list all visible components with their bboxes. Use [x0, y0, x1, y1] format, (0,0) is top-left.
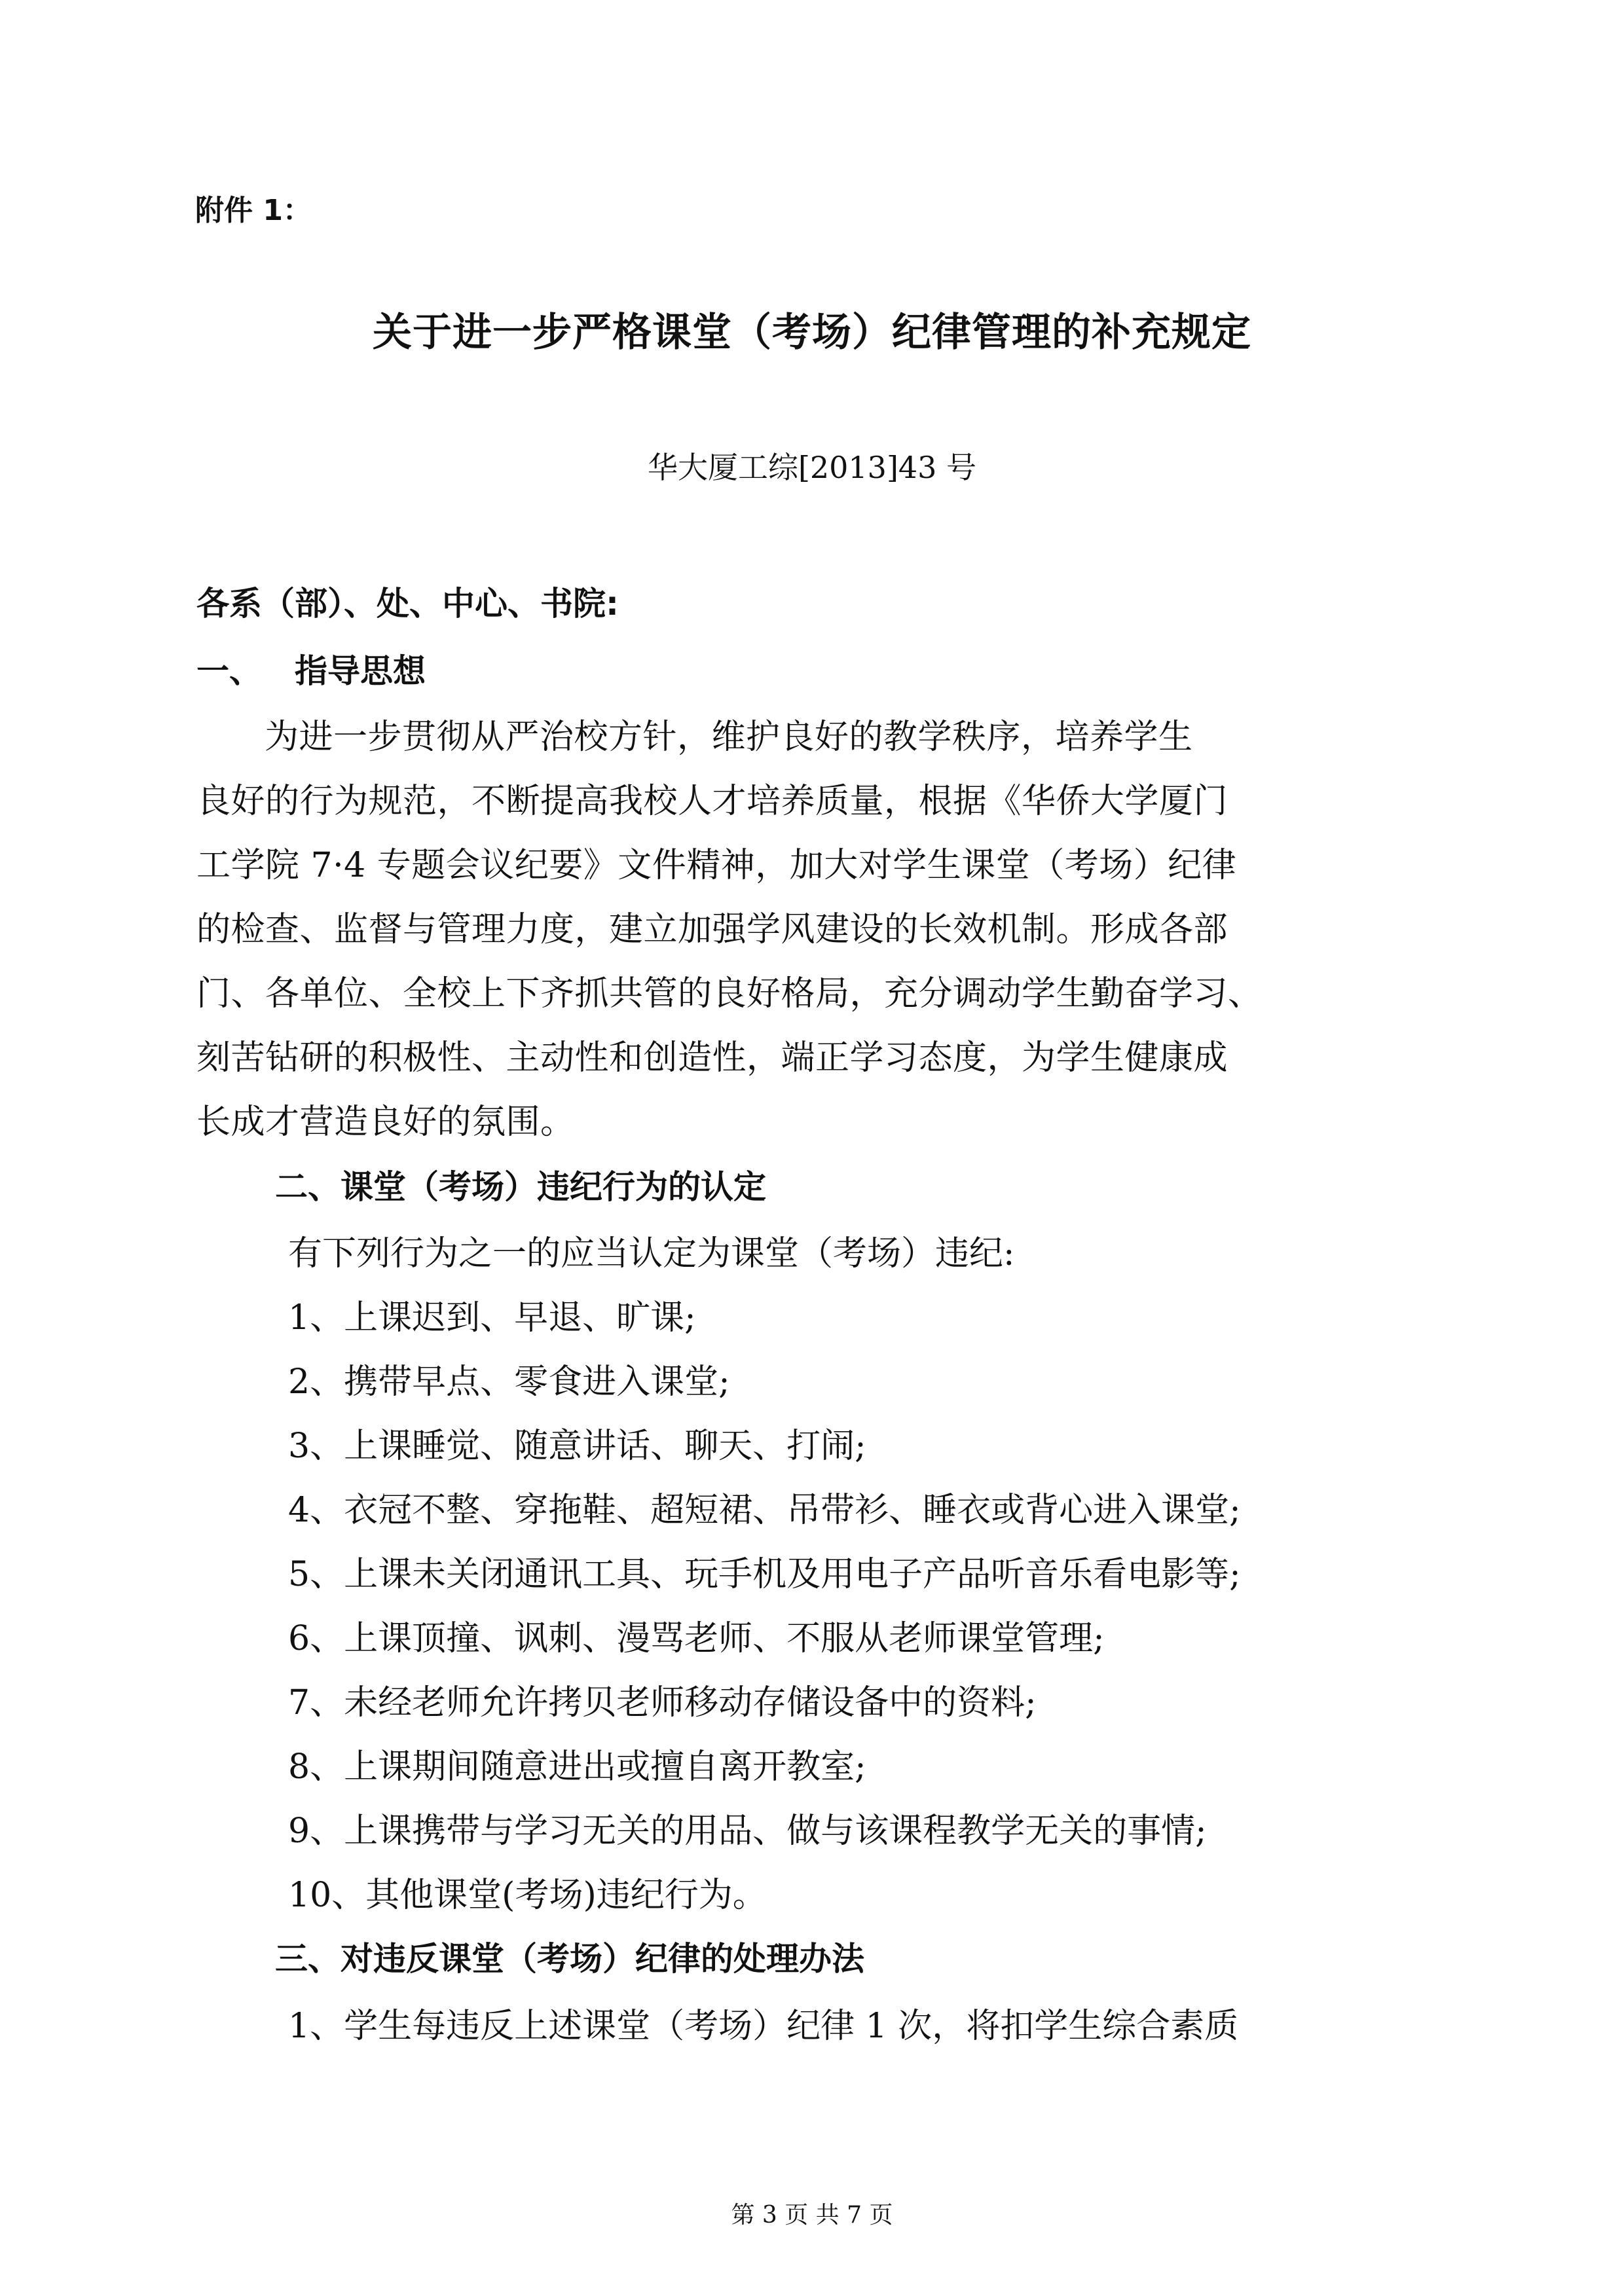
- paragraph-line: 的检查、监督与管理力度，建立加强学风建设的长效机制。形成各部: [196, 910, 1228, 949]
- list-item: 5、上课未关闭通讯工具、玩手机及用电子产品听音乐看电影等;: [288, 1555, 1241, 1594]
- section2-intro: 有下列行为之一的应当认定为课堂（考场）违纪:: [288, 1234, 1015, 1273]
- attachment-label: 附件 1：: [195, 194, 312, 227]
- paragraph-line: 长成才营造良好的氛围。: [196, 1102, 575, 1142]
- list-item: 8、上课期间随意进出或擅自离开教室;: [288, 1747, 866, 1787]
- paragraph-line: 刻苦钻研的积极性、主动性和创造性，端正学习态度，为学生健康成: [196, 1038, 1228, 1078]
- document-title: 关于进一步严格课堂（考场）纪律管理的补充规定: [373, 310, 1251, 355]
- list-item: 1、上课迟到、早退、旷课;: [288, 1298, 696, 1338]
- section3-first-line: 1、学生每违反上述课堂（考场）纪律 1 次，将扣学生综合素质: [288, 2007, 1239, 2046]
- paragraph-line: 工学院 7·4 专题会议纪要》文件精神，加大对学生课堂（考场）纪律: [196, 846, 1237, 885]
- list-item: 10、其他课堂(考场)违纪行为。: [288, 1876, 767, 1915]
- list-item: 2、携带早点、零食进入课堂;: [288, 1362, 730, 1402]
- page-footer: 第 3 页 共 7 页: [731, 2202, 893, 2229]
- paragraph-line: 良好的行为规范，不断提高我校人才培养质量，根据《华侨大学厦门: [196, 782, 1228, 821]
- list-item: 7、未经老师允许拷贝老师移动存储设备中的资料;: [288, 1683, 1037, 1722]
- document-number: 华大厦工综[2013]43 号: [647, 450, 977, 485]
- paragraph-line: 门、各单位、全校上下齐抓共管的良好格局，充分调动学生勤奋学习、: [196, 974, 1263, 1013]
- list-item: 6、上课顶撞、讽刺、漫骂老师、不服从老师课堂管理;: [288, 1619, 1105, 1658]
- paragraph-line: 为进一步贯彻从严治校方针，维护良好的教学秩序，培养学生: [265, 718, 1193, 757]
- section1-heading: [196, 645, 426, 692]
- list-item: 3、上课睡觉、随意讲话、聊天、打闹;: [288, 1427, 866, 1466]
- section1-title: 指导思想: [295, 652, 426, 690]
- list-item: 9、上课携带与学习无关的用品、做与该课程教学无关的事情;: [288, 1812, 1207, 1851]
- section3-heading: 三、对违反课堂（考场）纪律的处理办法: [275, 1940, 864, 1978]
- section1-number: 一、: [196, 652, 262, 690]
- list-item: 4、衣冠不整、穿拖鞋、超短裙、吊带衫、睡衣或背心进入课堂;: [288, 1491, 1241, 1530]
- section2-heading: 二、课堂（考场）违纪行为的认定: [275, 1168, 766, 1206]
- recipients-line: 各系（部）、处、中心、书院:: [196, 585, 619, 623]
